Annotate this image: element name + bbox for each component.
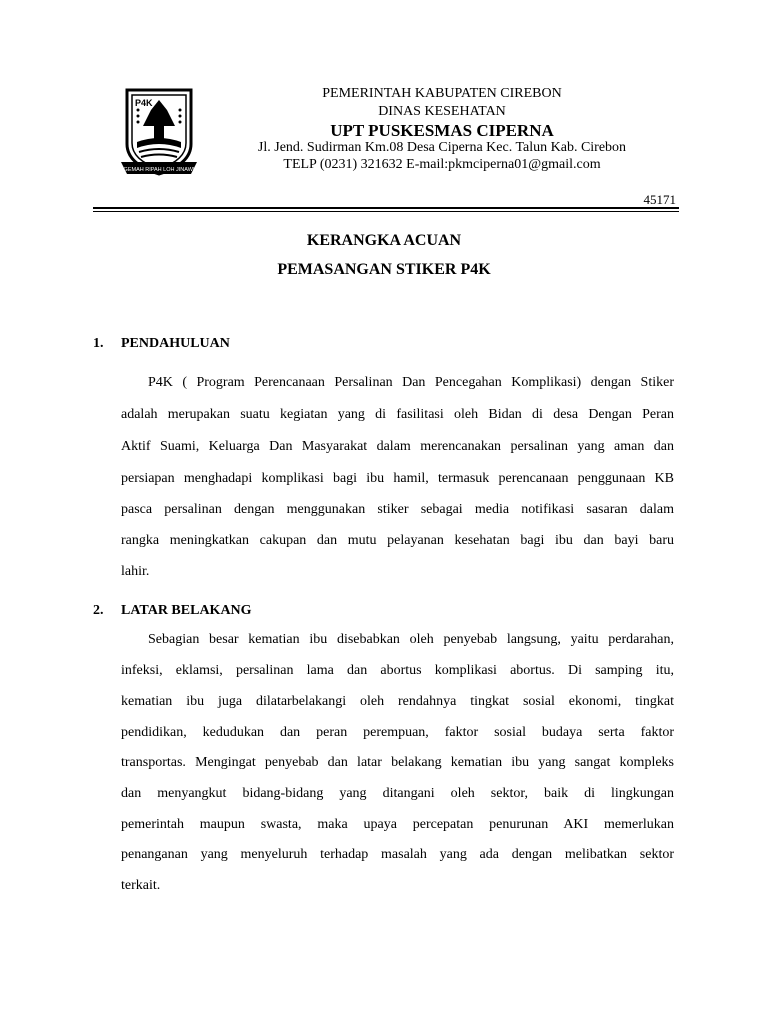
header-divider-thick: [93, 207, 679, 209]
paragraph-line: infeksi, eklamsi, persalinan lama dan abortus komplikasi abortus. Di samping itu,: [121, 663, 674, 678]
paragraph-line: penanganan yang menyeluruh terhadap masalah yang ada dengan melibatkan sektor: [121, 847, 674, 862]
section-heading: PENDAHULUAN: [121, 336, 230, 351]
paragraph-line: terkait.: [121, 878, 161, 893]
paragraph-line: adalah merupakan suatu kegiatan yang di fasilitasi oleh Bidan di desa Dengan Peran: [121, 407, 674, 422]
paragraph-line: P4K ( Program Perencanaan Persalinan Dan Pencegahan Komplikasi) dengan Stiker: [148, 375, 674, 390]
paragraph-line: lahir.: [121, 564, 150, 579]
section-heading: LATAR BELAKANG: [121, 603, 252, 618]
header-divider-thin: [93, 211, 679, 212]
header-institution-name: UPT PUSKESMAS CIPERNA: [330, 121, 554, 140]
svg-text:GEMAH RIPAH LOH JINAWI: GEMAH RIPAH LOH JINAWI: [123, 167, 195, 173]
paragraph-line: transportas. Mengingat penyebab dan latar belakang kematian ibu yang sangat kompleks: [121, 755, 674, 770]
paragraph-line: pemerintah maupun swasta, maka upaya percepatan penurunan AKI memerlukan: [121, 817, 674, 832]
document-title: KERANGKA ACUAN: [306, 232, 462, 249]
paragraph-line: dan menyangkut bidang-bidang yang ditangani oleh sektor, baik di lingkungan: [121, 786, 674, 801]
section-number: 2.: [93, 603, 104, 618]
section-number: 1.: [93, 336, 104, 351]
paragraph-line: persiapan menghadapi komplikasi bagi ibu hamil, termasuk perencanaan penggunaan KB: [121, 471, 674, 486]
header-department-name: DINAS KESEHATAN: [378, 104, 506, 119]
document-subtitle: PEMASANGAN STIKER P4K: [277, 261, 491, 278]
paragraph-line: pendidikan, kedudukan dan peran perempuan, faktor sosial budaya serta faktor: [121, 725, 674, 740]
header-contact: TELP (0231) 321632 E-mail:pkmciperna01@gmail.com: [283, 157, 601, 172]
paragraph-line: rangka meningkatkan cakupan dan mutu pelayanan kesehatan bagi ibu dan bayi baru: [121, 533, 674, 548]
header-address: Jl. Jend. Sudirman Km.08 Desa Ciperna Kec. Talun Kab. Cirebon: [257, 140, 627, 155]
header-government-name: PEMERINTAH KABUPATEN CIREBON: [322, 86, 562, 101]
paragraph-line: pasca persalinan dengan menggunakan stiker sebagai media notifikasi sasaran dalam: [121, 502, 674, 517]
paragraph-line: Aktif Suami, Keluarga Dan Masyarakat dalam merencanakan persalinan yang aman dan: [121, 439, 674, 454]
svg-text:P4K: P4K: [135, 98, 153, 108]
paragraph-line: kematian ibu juga dilatarbelakangi oleh rendahnya tingkat sosial ekonomi, tingkat: [121, 694, 674, 709]
postal-code: 45171: [643, 192, 676, 207]
paragraph-line: Sebagian besar kematian ibu disebabkan oleh penyebab langsung, yaitu perdarahan,: [148, 632, 674, 647]
